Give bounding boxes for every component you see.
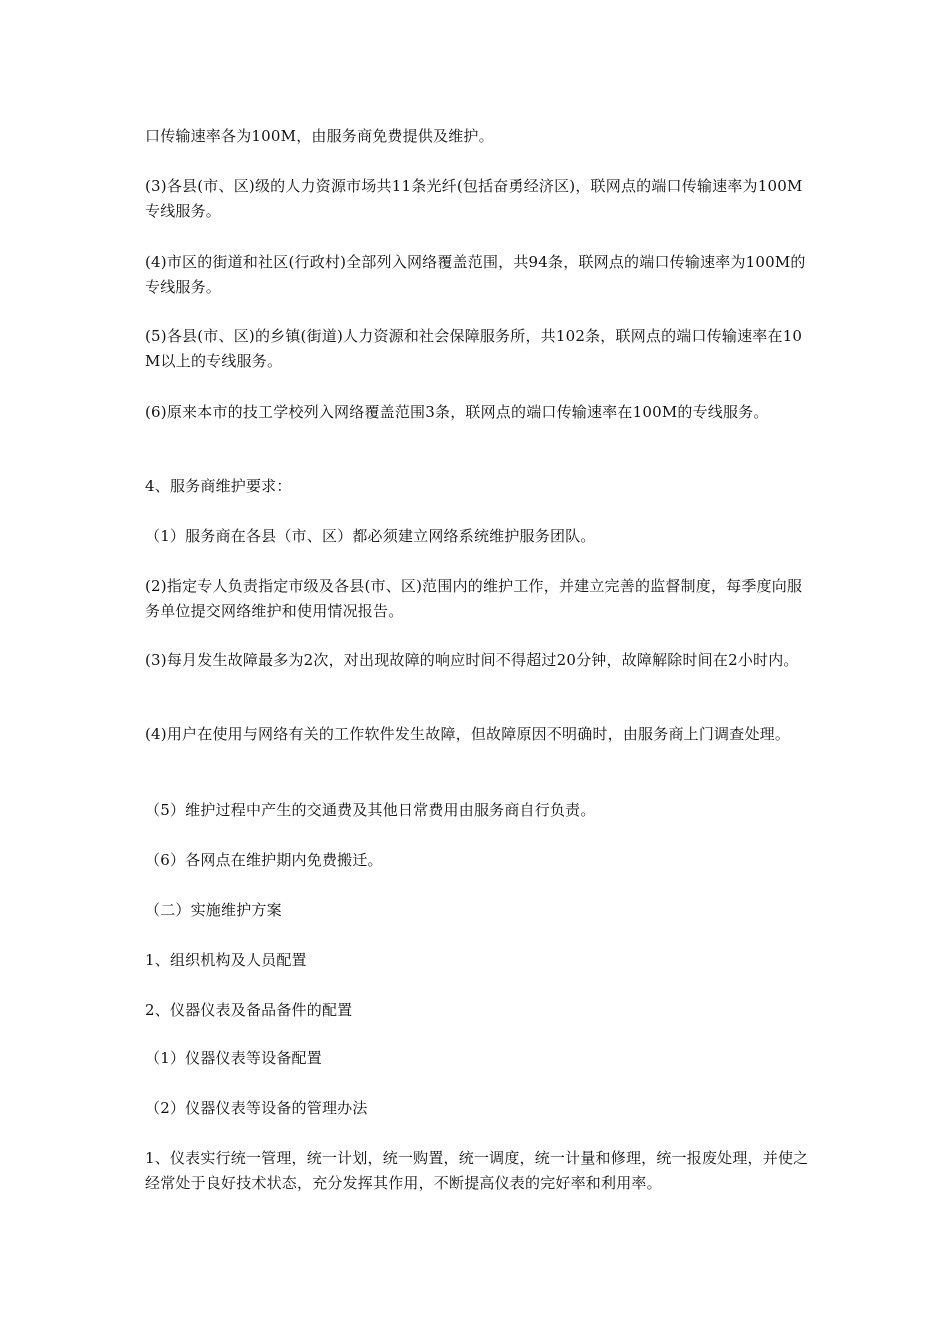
paragraph-technical-schools: (6)原来本市的技工学校列入网络覆盖范围3条，联网点的端口传输速率在100M的专线服务。 bbox=[145, 403, 769, 421]
paragraph-county-hr-market: (3)各县(市、区)级的人力资源市场共11条光纤(包括奋勇经济区)，联网点的端口传输速率为100M专线服务。 bbox=[145, 177, 803, 220]
paragraph-requirement-3: (3)每月发生故障最多为2次，对出现故障的响应时间不得超过20分钟，故障解除时间在2小时内。 bbox=[145, 651, 799, 669]
paragraph-requirement-2: (2)指定专人负责指定市级及各县(市、区)范围内的维护工作，并建立完善的监督制度，每季度向服务单位提交网络维护和使用情况报告。 bbox=[145, 577, 803, 620]
section-heading-implementation-plan: （二）实施维护方案 bbox=[145, 901, 282, 919]
paragraph-port-rate-free: 口传输速率各为100M，由服务商免费提供及维护。 bbox=[145, 127, 494, 145]
paragraph-requirement-6: （6）各网点在维护期内免费搬迁。 bbox=[145, 851, 383, 869]
paragraph-requirement-4: (4)用户在使用与网络有关的工作软件发生故障，但故障原因不明确时，由服务商上门调查处理。 bbox=[145, 725, 791, 743]
section-heading-instruments-spares: 2、仪器仪表及备品备件的配置 bbox=[145, 1001, 353, 1019]
paragraph-instrument-configuration: （1）仪器仪表等设备配置 bbox=[145, 1049, 322, 1067]
paragraph-requirement-1: （1）服务商在各县（市、区）都必须建立网络系统维护服务团队。 bbox=[145, 527, 596, 545]
section-heading-maintenance-requirements: 4、服务商维护要求： bbox=[145, 477, 292, 495]
paragraph-street-community: (4)市区的街道和社区(行政村)全部列入网络覆盖范围，共94条，联网点的端口传输速率为100M的专线服务。 bbox=[145, 253, 806, 296]
paragraph-unified-management: 1、仪表实行统一管理，统一计划，统一购置，统一调度，统一计量和修理，统一报废处理，并使之经常处于良好技术状态，充分发挥其作用，不断提高仪表的完好率和利用率。 bbox=[145, 1149, 809, 1192]
paragraph-instrument-management: （2）仪器仪表等设备的管理办法 bbox=[145, 1099, 368, 1117]
section-heading-organization-staffing: 1、组织机构及人员配置 bbox=[145, 951, 307, 969]
paragraph-requirement-5: （5）维护过程中产生的交通费及其他日常费用由服务商自行负责。 bbox=[145, 801, 596, 819]
paragraph-township-service: (5)各县(市、区)的乡镇(街道)人力资源和社会保障服务所，共102条，联网点的端口传输速率在10M以上的专线服务。 bbox=[145, 327, 803, 370]
